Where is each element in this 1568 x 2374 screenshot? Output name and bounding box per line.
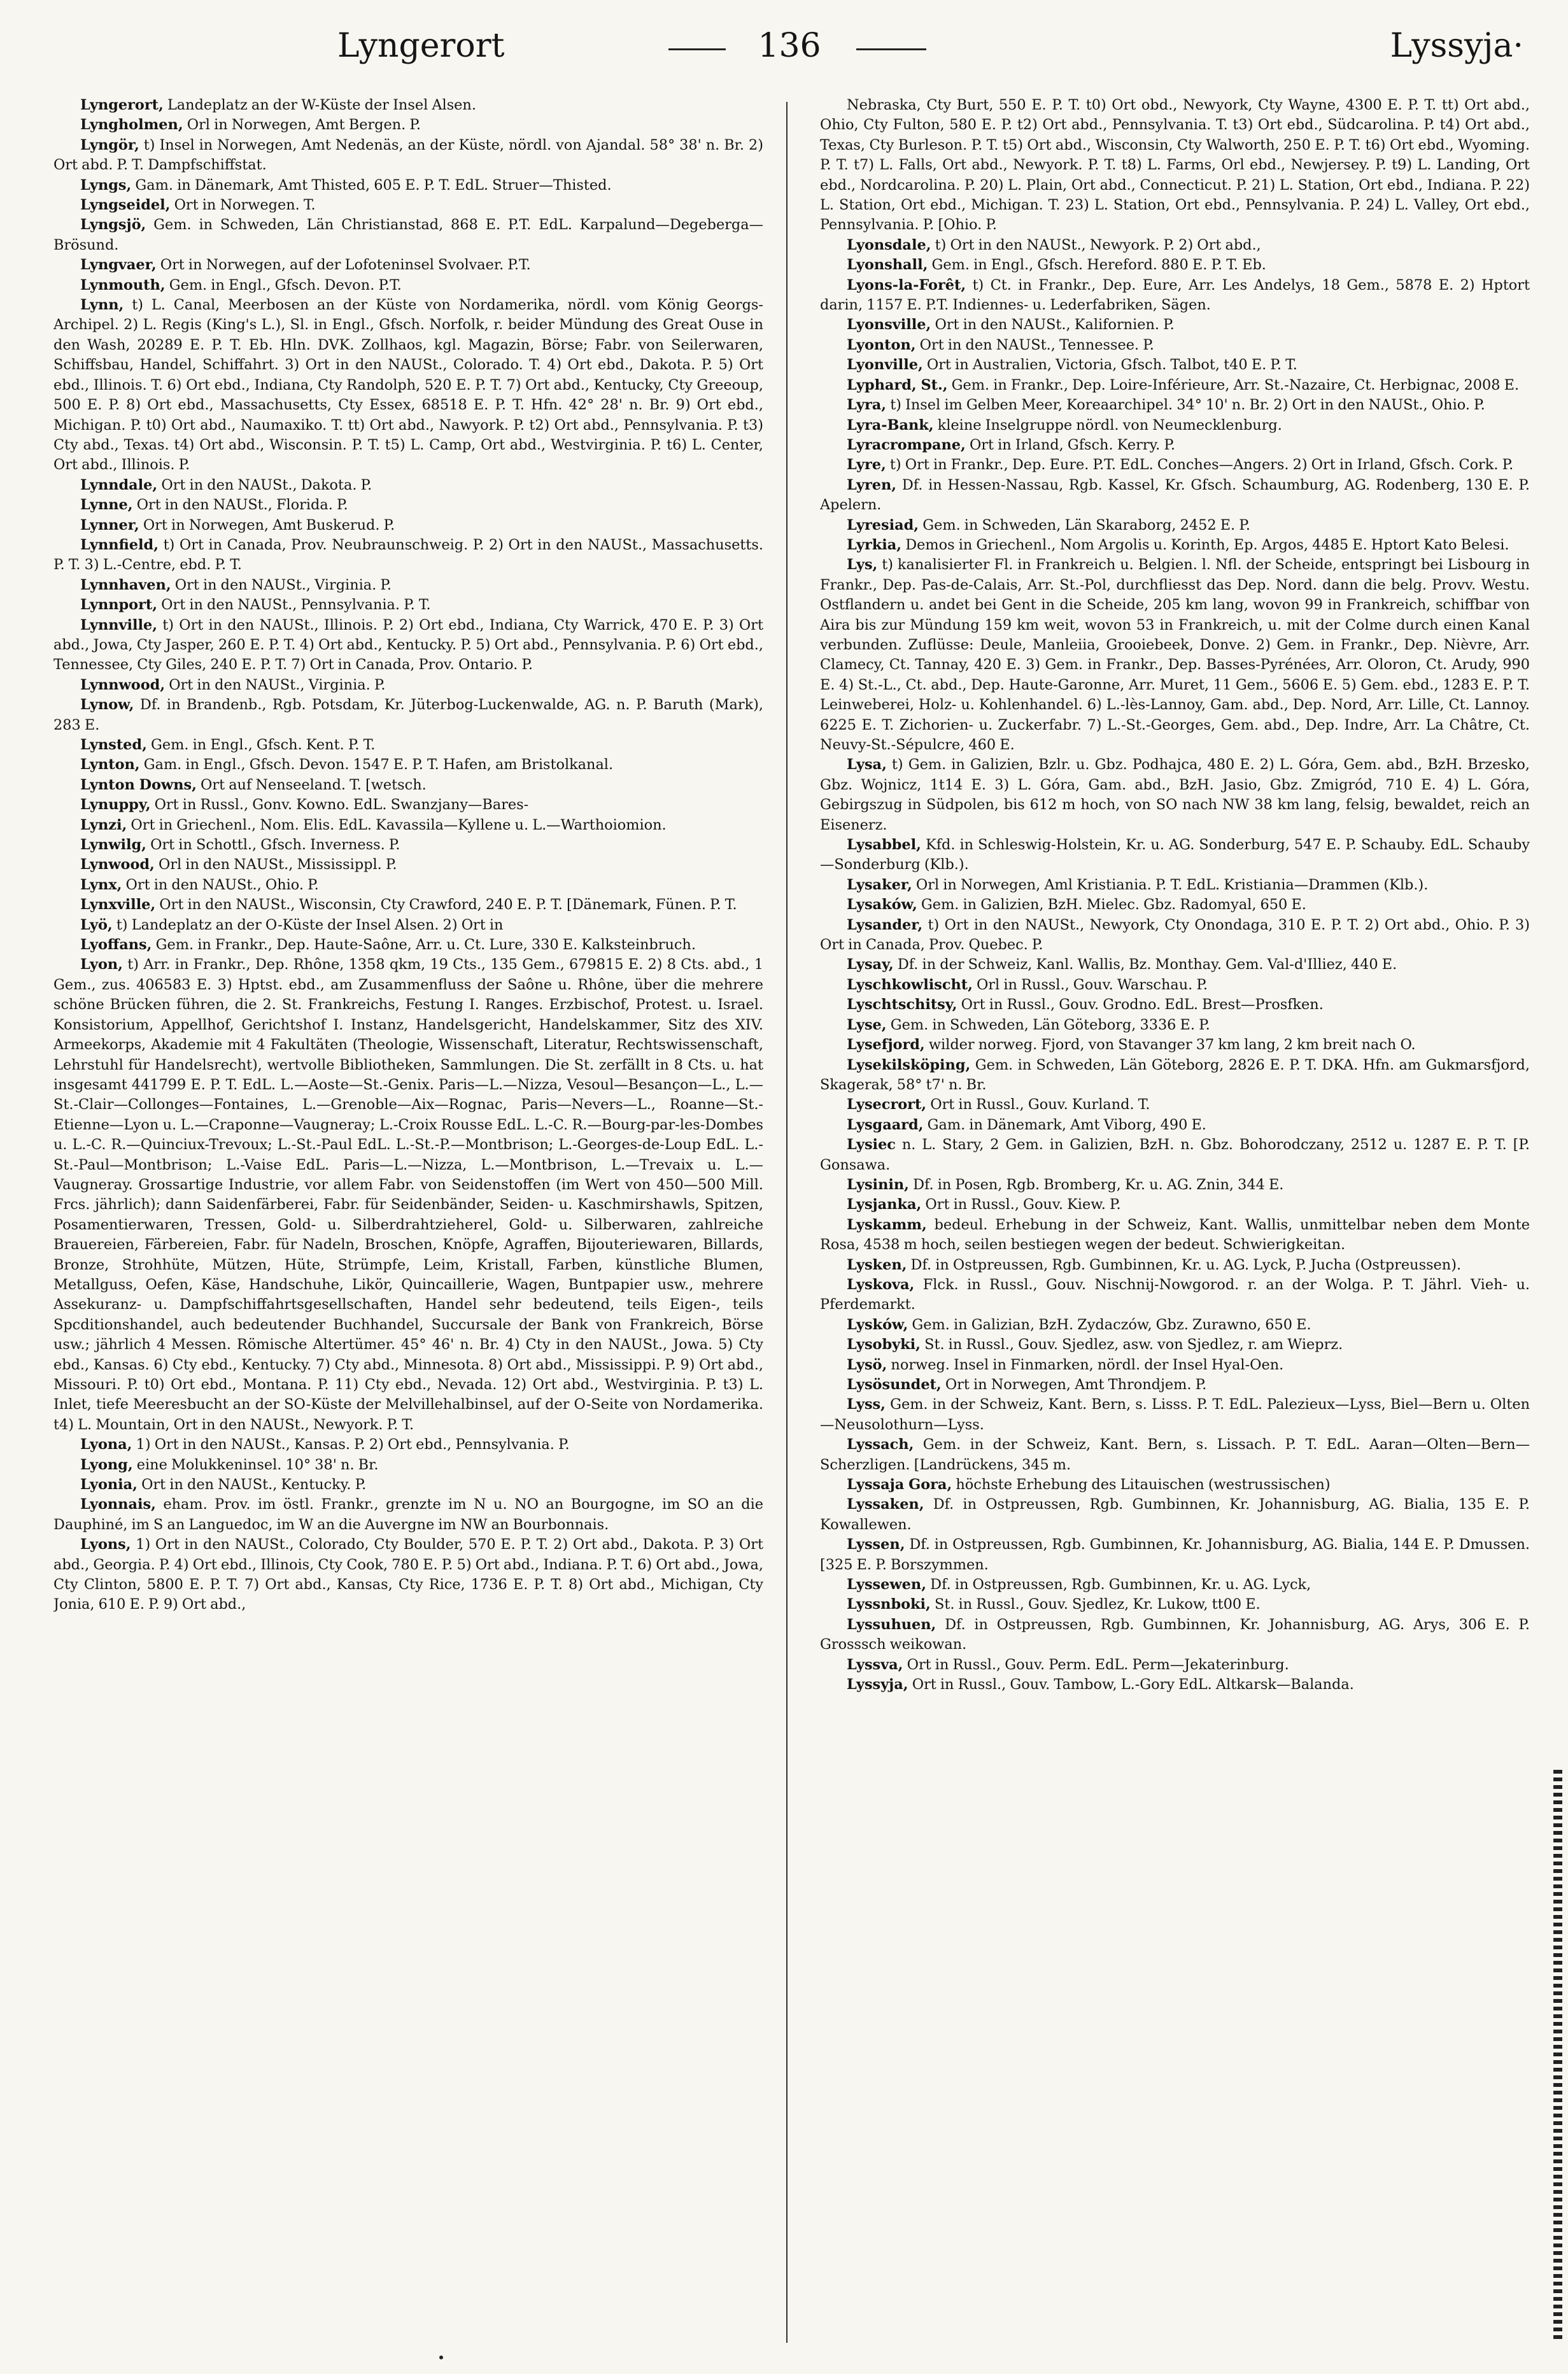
entry-text: t) Insel im Gelben Meer, Koreaarchipel. 34° 10' n. Br. 2) Ort in den NAUSt., Ohio. P.: [890, 397, 1485, 414]
entry-text: Ort in Griechenl., Nom. Elis. EdL. Kavassila—Kyllene u. L.—Warthoiomion.: [131, 816, 667, 833]
entry-text: Gam. in Engl., Gfsch. Devon. 1547 E. P. T. Hafen, am Bristolkanal.: [143, 756, 614, 774]
dictionary-entry: [820, 1375, 1530, 1395]
header-right-catchword: Lyssyja·: [1390, 27, 1523, 65]
entry-text: Ort in den NAUSt., Dakota. P.: [161, 476, 372, 493]
entry-headword: Lynton,: [80, 756, 140, 774]
entry-text: Gam. in Dänemark, Amt Thisted, 605 E. P. T. EdL. Struer—Thisted.: [135, 176, 612, 194]
dictionary-entry: [53, 255, 763, 275]
entry-headword: Lysobyki,: [847, 1336, 921, 1353]
entry-headword: Lyngsjö,: [80, 216, 146, 234]
dictionary-entry: [820, 336, 1530, 355]
entry-headword: Lynx,: [80, 876, 122, 893]
dictionary-entry: [820, 416, 1530, 435]
dictionary-entry: [820, 875, 1530, 895]
left-column: [53, 95, 763, 2349]
entry-headword: Lynsted,: [80, 737, 147, 753]
entry-text: Ort in Russl., Gouv. Grodno. EdL. Brest—Prosfken.: [961, 996, 1324, 1014]
entry-text: Gem. in Engl., Gfsch. Devon. P.T.: [169, 276, 402, 293]
entry-headword: Lyren,: [847, 476, 897, 493]
entry-headword: Lyschtschitsy,: [847, 996, 957, 1014]
entry-text: eine Molukkeninsel. 10° 38' n. Br.: [136, 1456, 379, 1473]
entry-headword: Lyngvaer,: [80, 257, 157, 274]
entry-headword: Lysinin,: [847, 1176, 909, 1193]
entry-text: Ort in den NAUSt., Florida. P.: [136, 497, 348, 514]
entry-headword: Lyphard, St.,: [847, 376, 948, 393]
entry-text: kleine Inselgruppe nördl. von Neumecklenburg.: [937, 416, 1282, 434]
entry-text: Landeplatz an der W-Küste der Insel Alsen.: [167, 97, 476, 113]
entry-text: Ort auf Nenseeland. T. [wetsch.: [201, 776, 427, 793]
entry-text: Gem. in Frankr., Dep. Loire-Inférieure, Arr. St.-Nazaire, Ct. Herbignac, 2008 E.: [951, 376, 1520, 393]
entry-text: Ort in den NAUSt., Virginia. P.: [174, 576, 392, 593]
dictionary-entry: [820, 255, 1530, 275]
entry-headword: Lysków,: [847, 1316, 908, 1333]
entry-text: Orl in Russl., Gouv. Warschau. P.: [977, 976, 1208, 993]
entry-headword: Lyskamm,: [847, 1216, 927, 1233]
entry-headword: Lyss,: [847, 1396, 886, 1413]
entry-headword: Lynmouth,: [80, 276, 166, 293]
entry-text: Df. in Brandenb., Rgb. Potsdam, Kr. Jüterbog-Luckenwalde, AG. n. P. Baruth (Mark), 283 E.: [53, 696, 763, 733]
entry-headword: Lys,: [847, 556, 878, 574]
dictionary-entry: [820, 1035, 1530, 1055]
entry-headword: Lyonnais,: [80, 1496, 156, 1513]
entry-text: Gem. in der Schweiz, Kant. Bern, s. Lissach. P. T. EdL. Aaran—Olten—Bern—Scherzligen. [Landrückens, 345 m.: [820, 1436, 1530, 1473]
entry-text: Ort in Russl., Gonv. Kowno. EdL. Swanzjany—Bares-: [154, 796, 529, 814]
dictionary-entry: [820, 1275, 1530, 1315]
entry-headword: Lyons-la-Forêt,: [847, 276, 966, 293]
dictionary-entry: [820, 1195, 1530, 1215]
entry-headword: Lynwilg,: [80, 837, 146, 854]
dictionary-entry: [53, 495, 763, 515]
entry-text: t) Ct. in Frankr., Dep. Eure, Arr. Les Andelys, 18 Gem., 5878 E. 2) Hptort darin, 1157 E. P.T. Indiennes- u. Lederfabriken, Sägen.: [820, 276, 1530, 314]
entry-headword: Lyra-Bank,: [847, 416, 934, 434]
entry-text: Ort in den NAUSt., Ohio. P.: [125, 876, 319, 893]
entry-text: Gem. in Frankr., Dep. Haute-Saône, Arr. u. Ct. Lure, 330 E. Kalksteinbruch.: [155, 936, 696, 954]
entry-headword: Lyrkia,: [847, 536, 902, 553]
entry-headword: Lynne,: [80, 497, 133, 514]
dictionary-entry: [53, 695, 763, 735]
dictionary-entry: [820, 516, 1530, 535]
entry-text: t) Ort in Canada, Prov. Neubraunschweig. P. 2) Ort in den NAUSt., Massachusetts. P. T. 3) L.-Centre, ebd. P. T.: [53, 536, 763, 574]
entry-text: Gem. in Schweden, Län Christianstad, 868 E. P.T. EdL. Karpalund—Degeberga—Brösund.: [53, 216, 763, 253]
entry-text: Ort in Norwegen, auf der Lofoteninsel Svolvaer. P.T.: [160, 257, 531, 274]
dictionary-entry: [53, 1495, 763, 1535]
dictionary-entry: [53, 535, 763, 576]
entry-text: t) kanalisierter Fl. in Frankreich u. Belgien. l. Nfl. der Scheide, entspringt bei Lisbourg in Frankr., Dep. Pas-de-Calais, Arr. St.-Pol, durchfliesst das Dep. Nord. dann die belg. Provv. Westu. Ostflandern u. andet bei Gent in die Scheide, 205 km lang, wovon 99 in Frankreich, schiffbar von Aira bis zur Mündung 159 km weit, wovon 53 in Frankreich, u. mit der Colme durch einen Kanal verbunden. Zuflüsse: Deule, Manleiia, Grooiebeek, Donve. 2) Gem. in Frankr., Dep. Nièvre, Arr. Clamecy, Ct. Tannay, 420 E. 3) Gem. in Frankr., Dep. Basses-Pyrénées, Arr. Oloron, Ct. Arudy, 990 E. 4) St.-L., Ct. abd., Dep. Haute-Garonne, Arr. Muret, 11 Gem., 5606 E. 5) Gem. ebd., 1283 E. P. T. Leinweberei, Holz- u. Kohlenhandel. 6) L.-lès-Lannoy, Gam. abd., Dep. Nord, Arr. Lille, Ct. Lannoy. 6225 E. T. Zichorien- u. Zuckerfabr. 7) L.-St.-Georges, Gem. abd., Dep. Indre, Arr. La Châtre, Ct. Neuvy-St.-Sépulcre, 460 E.: [820, 556, 1530, 753]
dictionary-entry: [820, 955, 1530, 975]
dictionary-entry: [53, 755, 763, 775]
dictionary-entry: [53, 215, 763, 255]
entry-text: Gem. in Schweden, Län Göteborg, 2826 E. P. T. DKA. Hfn. am Gukmarsfjord, Skagerak, 58° t7' n. Br.: [820, 1056, 1530, 1093]
entry-text: St. in Russl., Gouv. Sjedlez, Kr. Lukow, tt00 E.: [934, 1596, 1261, 1613]
entry-headword: Lyonville,: [847, 357, 923, 374]
entry-text: Gem. in der Schweiz, Kant. Bern, s. Lisss. P. T. EdL. Palezieux—Lyss, Biel—Bern u. Olten—Neusolothurn—Lyss.: [820, 1396, 1530, 1433]
entry-headword: Lynnfield,: [80, 536, 159, 553]
dictionary-entry: [53, 516, 763, 535]
entry-headword: Lyona,: [80, 1436, 132, 1453]
entry-text: norweg. Insel in Finmarken, nördl. der Insel Hyal-Oen.: [891, 1356, 1284, 1373]
dictionary-entry: [820, 1095, 1530, 1115]
page-number: 136: [758, 27, 821, 65]
dictionary-entry: [53, 895, 763, 915]
entry-text: Df. in Ostpreussen, Rgb. Gumbinnen, Kr. u. AG. Lyck,: [930, 1576, 1311, 1593]
entry-headword: Lyssen,: [847, 1536, 905, 1553]
entry-headword: Lyssva,: [847, 1656, 903, 1673]
entry-headword: Lyö,: [80, 916, 113, 933]
entry-text: Ort in Schottl., Gfsch. Inverness. P.: [150, 837, 400, 854]
entry-text: Orl in Norwegen, Amt Bergen. P.: [187, 117, 421, 134]
entry-headword: Lynnwood,: [80, 676, 166, 693]
entry-headword: Lysekilsköping,: [847, 1056, 971, 1073]
dictionary-entry: [53, 816, 763, 835]
entry-headword: Lyssewen,: [847, 1576, 927, 1593]
entry-text: Ort in Irland, Gfsch. Kerry. P.: [969, 436, 1176, 453]
entry-headword: Lynnport,: [80, 597, 158, 614]
header-left-catchword: Lyngerort: [337, 27, 505, 65]
entry-text: St. in Russl., Gouv. Sjedlez, asw. von Sjedlez, r. am Wieprz.: [924, 1336, 1343, 1353]
dictionary-entry: [53, 955, 763, 1435]
entry-headword: Lysaker,: [847, 876, 912, 893]
entry-headword: Lynuppy,: [80, 796, 151, 814]
dictionary-entry: [820, 1495, 1530, 1535]
entry-headword: Lynndale,: [80, 476, 158, 493]
dictionary-entry: [820, 1535, 1530, 1575]
dictionary-entry: [820, 535, 1530, 555]
entry-text: Kfd. in Schleswig-Holstein, Kr. u. AG. Sonderburg, 547 E. P. Schauby. EdL. Schauby—Sonderburg (Klb.).: [820, 837, 1530, 873]
entry-headword: Lysiec: [847, 1136, 896, 1154]
footer-dot: [439, 2356, 443, 2359]
entry-text: Ort in Australien, Victoria, Gfsch. Talbot, t40 E. P. T.: [926, 357, 1297, 374]
entry-headword: Lynn,: [80, 297, 124, 314]
entry-headword: Lyssaken,: [847, 1496, 924, 1513]
entry-headword: Lyon,: [80, 956, 123, 973]
entry-headword: Lyssaja Gora,: [847, 1476, 952, 1494]
entry-text: Ort in den NAUSt., Pennsylvania. P. T.: [161, 597, 431, 614]
dictionary-entry: [53, 835, 763, 855]
dictionary-entry: [820, 435, 1530, 455]
entry-text: Ort in den NAUSt., Tennessee. P.: [919, 336, 1154, 353]
entry-text: bedeul. Erhebung in der Schweiz, Kant. Wallis, unmittelbar neben dem Monte Rosa, 4538 m hoch, seilen bestiegen wegen der bedeut. Schwierigkeitan.: [820, 1216, 1530, 1254]
entry-text: Df. in Ostpreussen, Rgb. Gumbinnen, Kr. Johannisburg, AG. Bialia, 144 E. P. Dmussen. [325 E. P. Borszymmen.: [820, 1536, 1530, 1573]
entry-text: 1) Ort in den NAUSt., Colorado, Cty Boulder, 570 E. P. T. 2) Ort abd., Dakota. P. 3) Ort abd., Georgia. P. 4) Ort ebd., Illinois, Cty Cook, 780 E. P. 5) Ort abd., Indiana. P. T. 6) Ort abd., Jowa, Cty Clinton, 5800 E. P. T. 7) Ort abd., Kansas, Cty Rice, 1736 E. P. T. 8) Ort abd., Michigan, Cty Jonia, 610 E. P. 9) Ort abd.,: [53, 1536, 763, 1613]
dictionary-entry: [53, 95, 763, 115]
entry-headword: Lysgaard,: [847, 1116, 924, 1133]
dictionary-entry: [820, 835, 1530, 875]
page-edge-mark: [1553, 1770, 1562, 2343]
entry-text: t) Arr. in Frankr., Dep. Rhône, 1358 qkm, 19 Cts., 135 Gem., 679815 E. 2) 8 Cts. abd., 1 Gem., zus. 406583 E. 3) Hptst. ebd., am Zusammenfluss der Saône u. Rhône, über die mehrere schöne Brücken führen, die 2. St. Frankreichs, Festung I. Ranges. Erzbischof, Protest. u. Israel. Konsistorium, Appellhof, Gerichtshof I. Instanz, Handelsgericht, Handelskammer, Sitz des XIV. Armeekorps, Akademie mit 4 Fakultäten (Theologie, Wissenschaft, Literatur, Rechtswissenschaft, Lehrstuhl für Handelsrecht), wertvolle Bibliotheken, Sammlungen. Die St. zerfällt in 8 Cts. u. hat insgesamt 441799 E. P. T. EdL. L.—Aoste—St.-Genix. Paris—L.—Nizza, Vesoul—Besançon—L., L.—St.-Clair—Collonges—Fontaines, L.—Grenoble—Aix—Rognac, Paris—Nevers—L., Roanne—St.-Etienne—Lyon u. L.—Craponne—Vaugneray; L.-Croix Rousse EdL. L.-C. R.—Bourg-par-les-Dombes u. L.-C. R.—Quinciux-Trevoux; L.-St.-Paul EdL. L.-St.-P.—Montbrison; L.-Georges-de-Loup EdL. L.-St.-Paul—Montbrison; L.-Vaise EdL. Paris—L.—Nizza, L.—Montbrison, L.—Trevaix u. L.—Vaugneray. Grossartige Industrie, vor allem Fabr. von Seidenstoffen (im Wert von 450—500 Mill. Frcs. jährlich); dann Saidenfärberei, Fabr. für Seidenbänder, Seiden- u. Kaschmirshawls, Spitzen, Posamentierwaren, Tressen, Gold- u. Silberdrahtzieherel, Gold- u. Silberwaren, zahlreiche Brauereien, Färbereien, Fabr. für Nadeln, Broschen, Knöpfe, Agraffen, Bijouteriewaren, Billards, Bronze, Strohhüte, Mützen, Hüte, Strümpfe, Leim, Kristall, Farben, künstliche Blumen, Metallguss, Oefen, Käse, Handschuhe, Likör, Quincaillerie, Wagen, Buntpapier usw., mehrere Assekuranz- u. Dampfschiffahrtsgesellschaften, Handel sehr bedeutend, teils Eigen-, teils Spcditionshandel, auch bedeutender Buchhandel, Succursale der Bank von Frankreich, Börse usw.; jährlich 4 Messen. Römische Altertümer. 45° 46' n. Br. 4) Cty in den NAUSt., Jowa. 5) Cty ebd., Kansas. 6) Cty ebd., Kentucky. 7) Cty abd., Minnesota. 8) Ort abd., Mississippi. P. 9) Ort abd., Missouri. P. t0) Ort ebd., Montana. P. 11) Cty ebd., Nevada. 12) Ort abd., Westvirginia. P. t3) L. Inlet, tiefe Meeresbucht an der SO-Küste der Melvillehalbinsel, auf der O-Seite von Nordamerika. t4) L. Mountain, Ort in den NAUSt., Newyork. P. T.: [53, 956, 763, 1433]
entry-headword: Lyons,: [80, 1536, 131, 1553]
entry-text: Gem. in Galizian, BzH. Zydaczów, Gbz. Zurawno, 650 E.: [912, 1316, 1311, 1333]
dictionary-entry: [820, 1056, 1530, 1096]
entry-text: Ort in den NAUSt., Wisconsin, Cty Crawford, 240 E. P. T. [Dänemark, Fünen. P. T.: [159, 896, 737, 914]
entry-headword: Lynow,: [80, 696, 134, 714]
entry-text: t) Ort in den NAUSt., Illinois. P. 2) Ort ebd., Indiana, Cty Warrick, 470 E. P. 3) Ort abd., Jowa, Cty Jasper, 260 E. P. T. 4) Ort abd., Kentucky. P. 5) Ort abd., Pennsylvania. P. 6) Ort ebd., Tennessee, Cty Giles, 240 E. P. T. 7) Ort in Canada, Prov. Ontario. P.: [53, 616, 763, 674]
entry-headword: Lyssach,: [847, 1436, 914, 1453]
entry-text: eham. Prov. im östl. Frankr., grenzte im N u. NO an Bourgogne, im SO an die Dauphiné, im S an Languedoc, im W an die Auvergne im NW an Bourbonnais.: [53, 1496, 763, 1533]
dictionary-entry: [820, 1615, 1530, 1655]
entry-headword: Lyong,: [80, 1456, 133, 1473]
dictionary-entry: [53, 595, 763, 615]
dictionary-entry: [820, 1475, 1530, 1495]
entry-text: t) Ort in den NAUSt., Newyork, Cty Onondaga, 310 E. P. T. 2) Ort abd., Ohio. P. 3) Ort in Canada, Prov. Quebec. P.: [820, 916, 1530, 954]
entry-headword: Lyngör,: [80, 136, 139, 153]
dictionary-entry: [820, 895, 1530, 915]
dictionary-entry: [820, 1255, 1530, 1275]
dictionary-entry: [820, 1395, 1530, 1435]
entry-text: Ort in Norwegen, Amt Throndjem. P.: [945, 1376, 1207, 1393]
dictionary-entry: [53, 735, 763, 755]
dictionary-entry: [53, 1455, 763, 1475]
entry-headword: Lysay,: [847, 956, 894, 973]
entry-headword: Lyre,: [847, 456, 886, 474]
dictionary-entry: [820, 1435, 1530, 1475]
entry-headword: Lysecrort,: [847, 1096, 927, 1113]
dictionary-entry: [53, 1475, 763, 1495]
dictionary-entry: [820, 995, 1530, 1015]
dictionary-entry: [820, 315, 1530, 335]
entry-headword: Lyonton,: [847, 336, 916, 353]
dictionary-entry: [53, 576, 763, 595]
entry-headword: Lysefjord,: [847, 1036, 925, 1054]
dictionary-entry: [53, 775, 763, 795]
entry-headword: Lysösundet,: [847, 1376, 942, 1393]
entry-headword: Lysaków,: [847, 896, 917, 914]
dictionary-entry: [53, 675, 763, 695]
entry-text: Ort in Russl., Gouv. Kurland. T.: [930, 1096, 1150, 1113]
entry-headword: Lyngholmen,: [80, 117, 183, 134]
entry-text: Gem. in Schweden, Län Göteborg, 3336 E. P.: [890, 1016, 1210, 1033]
entry-headword: Lysö,: [847, 1356, 887, 1373]
dictionary-entry: [820, 1135, 1530, 1175]
entry-text: Df. in der Schweiz, Kanl. Wallis, Bz. Monthay. Gem. Val-d'Illiez, 440 E.: [897, 956, 1397, 973]
entry-text: Ort in Russl., Gouv. Tambow, L.-Gory EdL. Altkarsk—Balanda.: [912, 1676, 1354, 1693]
entry-text: t) Landeplatz an der O-Küste der Insel Alsen. 2) Ort in: [116, 916, 504, 933]
entry-text: Nebraska, Cty Burt, 550 E. P. T. t0) Ort obd., Newyork, Cty Wayne, 4300 E. P. T. tt) Ort abd., Ohio, Cty Fulton, 580 E. P. t2) Ort abd., Pennsylvania. T. t3) Ort ebd., Südcarolina. P. t4) Ort abd., Texas, Cty Burleson. P. T. t5) Ort abd., Wisconsin, Cty Walworth, 250 E. P. T. t6) Ort ebd., Wyoming. P. T. t7) L. Falls, Ort abd., Newyork. P. T. t8) L. Farms, Orl ebd., Newjersey. P. t9) L. Landing, Ort ebd., Nordcarolina. P. 20) L. Plain, Ort abd., Connecticut. P. 21) L. Station, Ort ebd., Indiana. P. 22) L. Station, Ort ebd., Michigan. T. 23) L. Station, Ort ebd., Pennsylvania. P. 24) L. Valley, Ort ebd., Pennsylvania. P. [Ohio. P.: [820, 97, 1530, 234]
entry-headword: Lynxville,: [80, 896, 156, 914]
page-header: [0, 0, 1568, 76]
entry-headword: Lysander,: [847, 916, 923, 933]
column-divider: [786, 102, 788, 2343]
entry-text: t) Ort in den NAUSt., Newyork. P. 2) Ort abd.,: [935, 236, 1261, 253]
entry-headword: Lyse,: [847, 1016, 887, 1033]
entry-headword: Lynzi,: [80, 816, 127, 833]
dictionary-entry: [820, 395, 1530, 415]
entry-text: Ort in Russl., Gouv. Perm. EdL. Perm—Jekaterinburg.: [907, 1656, 1289, 1673]
entry-text: Gem. in Engl., Gfsch. Kent. P. T.: [151, 737, 376, 753]
entry-text: t) Ort in Frankr., Dep. Eure. P.T. EdL. Conches—Angers. 2) Ort in Irland, Gfsch. Cork. P.: [889, 456, 1514, 474]
entry-text: Df. in Hessen-Nassau, Rgb. Kassel, Kr. Gfsch. Schaumburg, AG. Rodenberg, 130 E. P. Apelern.: [820, 476, 1530, 514]
entry-headword: Lyssuhuen,: [847, 1616, 936, 1633]
dictionary-entry: [820, 1115, 1530, 1135]
header-rule-right: [856, 48, 926, 50]
entry-text: n. L. Stary, 2 Gem. in Galizien, BzH. n. Gbz. Bohorodczany, 2512 u. 1287 E. P. T. [P. Gonsawa.: [820, 1136, 1530, 1173]
entry-text: Df. in Ostpreussen, Rgb. Gumbinnen, Kr. u. AG. Lyck, P. Jucha (Ostpreussen).: [910, 1256, 1462, 1273]
entry-headword: Lyskova,: [847, 1276, 915, 1293]
entry-text: Gem. in Galizien, BzH. Mielec. Gbz. Radomyal, 650 E.: [921, 896, 1306, 914]
dictionary-entry: [53, 915, 763, 935]
entry-text: Gem. in Schweden, Län Skaraborg, 2452 E. P.: [922, 516, 1250, 533]
entry-text: Ort in den NAUSt., Kentucky. P.: [141, 1476, 367, 1494]
dictionary-entry: [53, 1535, 763, 1615]
entry-text: Df. in Ostpreussen, Rgb. Gumbinnen, Kr. Johannisburg, AG. Bialia, 135 E. P. Kowallewen.: [820, 1496, 1530, 1533]
entry-headword: Lysabbel,: [847, 837, 921, 854]
dictionary-entry: [820, 1175, 1530, 1195]
dictionary-entry: [820, 975, 1530, 995]
entry-text: Ort in Norwegen, Amt Buskerud. P.: [143, 516, 395, 533]
dictionary-entry: [820, 1595, 1530, 1614]
entry-headword: Lyracrompane,: [847, 436, 966, 453]
entry-text: 1) Ort in den NAUSt., Kansas. P. 2) Ort ebd., Pennsylvania. P.: [136, 1436, 570, 1453]
entry-text: Orl in den NAUSt., Mississippl. P.: [158, 856, 397, 873]
dictionary-entry: [820, 755, 1530, 835]
entry-headword: Lyresiad,: [847, 516, 919, 533]
dictionary-entry: [820, 1355, 1530, 1375]
dictionary-entry: [53, 136, 763, 176]
entry-text: Df. in Posen, Rgb. Bromberg, Kr. u. AG. Znin, 344 E.: [913, 1176, 1284, 1193]
dictionary-entry: [820, 376, 1530, 395]
entry-headword: Lyschkowlischt,: [847, 976, 973, 993]
entry-headword: Lyssnboki,: [847, 1596, 931, 1613]
entry-headword: Lyssyja,: [847, 1676, 908, 1693]
dictionary-entry: [820, 236, 1530, 255]
dictionary-entry: [53, 176, 763, 195]
entry-headword: Lyonsville,: [847, 316, 931, 334]
dictionary-entry: [53, 616, 763, 675]
dictionary-entry: [820, 455, 1530, 475]
dictionary-entry: [53, 1435, 763, 1455]
entry-text: Flck. in Russl., Gouv. Nischnij-Nowgorod. r. an der Wolga. P. T. Jährl. Vieh- u. Pferdemarkt.: [820, 1276, 1530, 1313]
entry-text: Orl in Norwegen, Aml Kristiania. P. T. EdL. Kristiania—Drammen (Klb.).: [915, 876, 1429, 893]
entry-headword: Lynwood,: [80, 856, 155, 873]
dictionary-entry: [53, 195, 763, 215]
dictionary-entry: [53, 935, 763, 955]
dictionary-entry: [820, 355, 1530, 375]
entry-headword: Lyra,: [847, 397, 887, 414]
entry-text: t) Insel in Norwegen, Amt Nedenäs, an der Küste, nördl. von Ajandal. 58° 38' n. Br. 2) Ort abd. P. T. Dampfschiffstat.: [53, 136, 763, 174]
entry-headword: Lyngerort,: [80, 97, 164, 113]
entry-text: Gam. in Dänemark, Amt Viborg, 490 E.: [927, 1116, 1206, 1133]
dictionary-entry: [53, 115, 763, 135]
entry-headword: Lynner,: [80, 516, 139, 533]
entry-text: Ort in den NAUSt., Kalifornien. P.: [935, 316, 1175, 334]
dictionary-entry: [820, 276, 1530, 316]
dictionary-entry: [820, 1675, 1530, 1695]
dictionary-entry: [820, 1335, 1530, 1355]
entry-headword: Lyonsdale,: [847, 236, 931, 253]
entry-text: wilder norweg. Fjord, von Stavanger 37 km lang, 2 km breit nach O.: [928, 1036, 1416, 1054]
dictionary-entry: [820, 476, 1530, 516]
entry-text: t) Gem. in Galizien, Bzlr. u. Gbz. Podhajca, 480 E. 2) L. Góra, Gem. abd., BzH. Brzesko, Gbz. Wojnicz, 1t14 E. 3) L. Góra, Gam. abd., BzH. Jasio, Gbz. Zmigród, 710 E. 4) L. Góra, Gebirgszug in Südpolen, bis 612 m hoch, von SO nach NW 38 km lang, felsig, bewaldet, reich an Eisenerz.: [820, 756, 1530, 833]
entry-headword: Lysjanka,: [847, 1196, 922, 1213]
entry-headword: Lyngs,: [80, 176, 132, 194]
entry-text: t) L. Canal, Meerbosen an der Küste von Nordamerika, nördl. vom König Georgs-Archipel. 2) L. Regis (King's L.), Sl. in Engl., Gfsch. Norfolk, r. beider Mündung des Great Ouse in den Wash, 20289 E. P. T. Eb. Hln. DVK. Zollhaos, kgl. Magazin, Börse; Fabr. von Seilerwaren, Schiffsbau, Handel, Schiffahrt. 3) Ort in den NAUSt., Colorado. T. 4) Ort ebd., Dakota. P. 5) Ort ebd., Illinois. T. 6) Ort ebd., Indiana, Cty Randolph, 520 E. P. T. 7) Ort abd., Kentucky, Cty Greeoup, 500 E. P. 8) Ort ebd., Massachusetts, Cty Essex, 68518 E. P. T. Hfn. 42° 28' n. Br. 9) Ort ebd., Michigan. P. t0) Ort abd., Naumaxiko. T. tt) Ort abd., Nawyork. P. t2) Ort abd., Pennsylvania. P. t3) Cty abd., Texas. t4) Ort abd., Wisconsin. P. T. t5) L. Camp, Ort abd., Westvirginia. P. t6) L. Center, Ort abd., Illinois. P.: [53, 297, 763, 474]
entry-text: Ort in Russl., Gouv. Kiew. P.: [925, 1196, 1121, 1213]
entry-headword: Lynton Downs,: [80, 776, 197, 793]
entry-headword: Lynnhaven,: [80, 576, 171, 593]
entry-text: höchste Erhebung des Litauischen (westrussischen): [956, 1476, 1331, 1494]
dictionary-entry: [53, 855, 763, 875]
dictionary-entry: [820, 1015, 1530, 1035]
dictionary-entry: [53, 276, 763, 295]
dictionary-entry: [53, 875, 763, 895]
entry-headword: Lyoffans,: [80, 936, 152, 954]
entry-headword: Lyonia,: [80, 1476, 138, 1494]
dictionary-entry: [820, 1315, 1530, 1335]
entry-headword: Lynnville,: [80, 616, 158, 633]
dictionary-entry: [53, 295, 763, 476]
entry-headword: Lysa,: [847, 756, 887, 774]
entry-headword: Lysken,: [847, 1256, 907, 1273]
dictionary-entry: [820, 1215, 1530, 1255]
dictionary-entry: [820, 1655, 1530, 1675]
entry-headword: Lyonshall,: [847, 257, 928, 274]
dictionary-entry: [53, 795, 763, 815]
entry-text: Df. in Ostpreussen, Rgb. Gumbinnen, Kr. Johannisburg, AG. Arys, 306 E. P. Grosssch weikowan.: [820, 1616, 1530, 1653]
entry-headword: Lyngseidel,: [80, 197, 171, 214]
dictionary-entry: [820, 95, 1530, 236]
dictionary-entry: [53, 476, 763, 495]
entry-text: Ort in Norwegen. T.: [174, 197, 316, 214]
entry-text: Ort in den NAUSt., Virginia. P.: [169, 676, 386, 693]
dictionary-entry: [820, 555, 1530, 755]
dictionary-entry: [820, 1575, 1530, 1595]
entry-text: Gem. in Engl., Gfsch. Hereford. 880 E. P. T. Eb.: [931, 257, 1266, 274]
dictionary-entry: [820, 915, 1530, 956]
entry-text: Demos in Griechenl., Nom Argolis u. Korinth, Ep. Argos, 4485 E. Hptort Kato Belesi.: [905, 536, 1509, 553]
right-column: [820, 95, 1530, 2349]
